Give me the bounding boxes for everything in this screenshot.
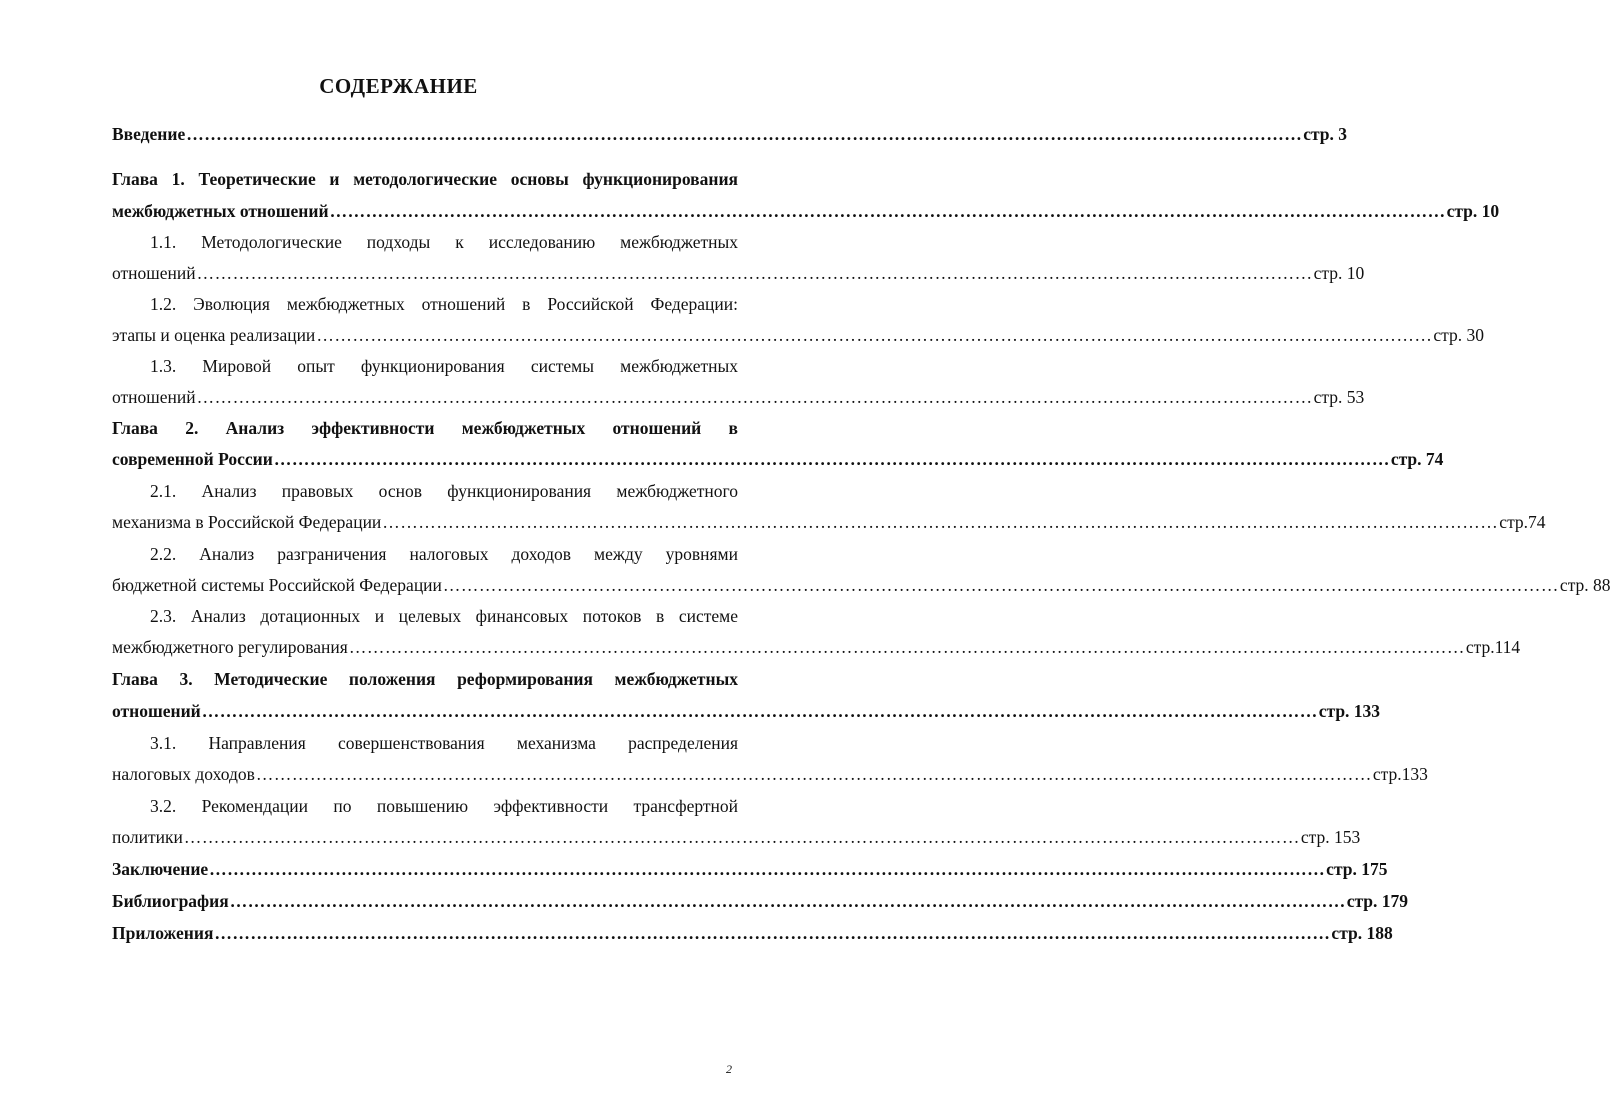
toc-page-ref: стр. 133 [1318,701,1381,721]
toc-label: отношений [112,263,196,283]
toc-leader-dots: …………………………………………………………………………………………………………………………………………………………………… [196,263,1313,283]
toc-entry-section-1-2-line2 [112,324,1484,346]
toc-leader-dots: …………………………………………………………………………………………………………………………………………………………………… [229,891,1346,911]
toc-page-ref: стр. 153 [1300,827,1361,847]
toc-label: межбюджетных отношений [112,201,329,221]
toc-leader-dots: …………………………………………………………………………………………………………………………………………………………………… [255,764,1372,784]
toc-page-ref: стр. 74 [1390,449,1444,469]
toc-entry-chapter-1-line2 [112,200,1500,222]
toc-page-ref: стр.74 [1499,512,1546,532]
toc-entry-chapter-1-line1: Глава 1. Теоретические и методологические основы функционирования [112,169,738,189]
toc-entry-conclusion [112,858,1388,880]
toc-entry-section-2-3-line2 [112,636,1521,658]
toc-page-ref: стр. 30 [1433,325,1484,345]
toc-leader-dots: …………………………………………………………………………………………………………………………………………………………………… [382,512,1499,532]
toc-entry-section-3-1-line1: 3.1. Направления совершенствования механизма распределения [150,733,738,753]
page-number: 2 [726,1062,732,1076]
toc-entry-section-1-1-line1: 1.1. Методологические подходы к исследованию межбюджетных [150,232,738,252]
toc-page-ref: стр. 3 [1303,124,1348,144]
toc-page-ref: стр. 10 [1313,263,1365,283]
toc-entry-section-3-1-line2 [112,763,1428,785]
toc-label: Введение [112,124,186,144]
toc-entry-section-3-2-line1: 3.2. Рекомендации по повышению эффективности трансфертной [150,796,738,816]
toc-entry-appendix [112,922,1393,944]
toc-entry-bibliography [112,890,1409,912]
toc-entry-section-1-3-line2 [112,386,1365,408]
toc-label: этапы и оценка реализации [112,325,316,345]
toc-page-ref: стр. 53 [1313,387,1365,407]
toc-leader-dots: …………………………………………………………………………………………………………………………………………………………………… [214,923,1331,943]
toc-leader-dots: …………………………………………………………………………………………………………………………………………………………………… [196,387,1313,407]
toc-entry-chapter-3-line1: Глава 3. Методические положения реформирования межбюджетных [112,669,738,689]
toc-page-ref: стр.133 [1372,764,1428,784]
toc-label: Приложения [112,923,214,943]
toc-page-ref: стр. 175 [1326,859,1388,879]
toc-entry-chapter-3-line2 [112,700,1381,722]
toc-page-ref: стр. 188 [1331,923,1393,943]
toc-label: межбюджетного регулирования [112,637,348,657]
toc-entry-section-1-1-line2 [112,262,1365,284]
toc-entry-intro [112,123,1348,145]
page-title: СОДЕРЖАНИЕ [319,74,478,98]
toc-label: механизма в Российской Федерации [112,512,382,532]
toc-label: политики [112,827,183,847]
toc-leader-dots: …………………………………………………………………………………………………………………………………………………………………… [209,859,1326,879]
toc-label: отношений [112,387,196,407]
toc-leader-dots: …………………………………………………………………………………………………………………………………………………………………… [186,124,1303,144]
toc-page-ref: стр. 10 [1446,201,1500,221]
toc-leader-dots: …………………………………………………………………………………………………………………………………………………………………… [201,701,1318,721]
toc-leader-dots: …………………………………………………………………………………………………………………………………………………………………… [442,575,1559,595]
toc-label: налоговых доходов [112,764,255,784]
toc-label: бюджетной системы Российской Федерации [112,575,442,595]
toc-entry-section-2-2-line2 [112,574,1611,596]
toc-page-ref: стр.114 [1465,637,1521,657]
toc-label: Библиография [112,891,229,911]
toc-label: отношений [112,701,201,721]
toc-entry-section-2-2-line1: 2.2. Анализ разграничения налоговых доходов между уровнями [150,544,738,564]
toc-entry-section-2-1-line2 [112,511,1546,533]
toc-label: современной России [112,449,273,469]
toc-page-ref: стр. 179 [1346,891,1409,911]
toc-leader-dots: …………………………………………………………………………………………………………………………………………………………………… [273,449,1390,469]
toc-entry-section-1-2-line1: 1.2. Эволюция межбюджетных отношений в Российской Федерации: [150,294,738,314]
toc-entry-section-2-3-line1: 2.3. Анализ дотационных и целевых финансовых потоков в системе [150,606,738,626]
toc-page-ref: стр. 88 [1559,575,1611,595]
toc-entry-chapter-2-line2 [112,448,1444,470]
toc-entry-chapter-2-line1: Глава 2. Анализ эффективности межбюджетных отношений в [112,418,738,438]
toc-entry-section-3-2-line2 [112,826,1361,848]
toc-entry-section-1-3-line1: 1.3. Мировой опыт функционирования системы межбюджетных [150,356,738,376]
toc-leader-dots: …………………………………………………………………………………………………………………………………………………………………… [348,637,1465,657]
toc-leader-dots: …………………………………………………………………………………………………………………………………………………………………… [329,201,1446,221]
toc-label: Заключение [112,859,209,879]
toc-leader-dots: …………………………………………………………………………………………………………………………………………………………………… [183,827,1300,847]
toc-entry-section-2-1-line1: 2.1. Анализ правовых основ функционирования межбюджетного [150,481,738,501]
toc-leader-dots: …………………………………………………………………………………………………………………………………………………………………… [316,325,1433,345]
